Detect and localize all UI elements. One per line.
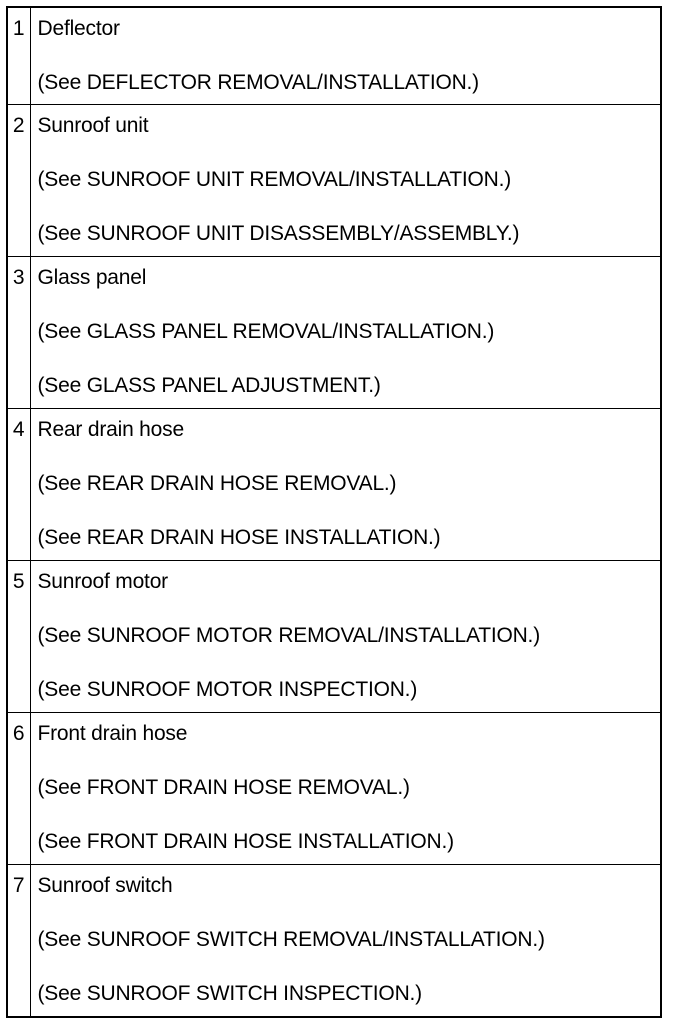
item-number: 7: [12, 873, 25, 897]
table-row: [8, 256, 660, 408]
table-row: [8, 408, 660, 560]
reference-link[interactable]: (See REAR DRAIN HOSE INSTALLATION.): [37, 525, 441, 549]
item-number-cell: [8, 560, 30, 712]
item-content-cell: [30, 256, 660, 408]
part-name: Sunroof motor: [37, 569, 168, 593]
item-content-cell: [30, 560, 660, 712]
item-content-cell: [30, 864, 660, 1016]
reference-link[interactable]: (See SUNROOF UNIT DISASSEMBLY/ASSEMBLY.): [37, 221, 520, 245]
item-number: 6: [12, 721, 25, 745]
reference-link[interactable]: (See SUNROOF UNIT REMOVAL/INSTALLATION.): [37, 167, 512, 191]
reference-link[interactable]: (See GLASS PANEL REMOVAL/INSTALLATION.): [37, 319, 495, 343]
table-row: [8, 864, 660, 1016]
reference-link[interactable]: (See SUNROOF MOTOR REMOVAL/INSTALLATION.): [37, 623, 540, 647]
item-content-cell: [30, 8, 660, 104]
part-name: Deflector: [37, 17, 120, 40]
table-row: [8, 104, 660, 256]
reference-link[interactable]: (See FRONT DRAIN HOSE INSTALLATION.): [37, 829, 454, 853]
reference-link[interactable]: (See REAR DRAIN HOSE REMOVAL.): [37, 471, 397, 495]
item-number-cell: [8, 408, 30, 560]
item-number-cell: [8, 8, 30, 104]
item-number: 3: [12, 265, 25, 289]
parts-reference-sheet: [6, 6, 662, 1018]
reference-link[interactable]: (See FRONT DRAIN HOSE REMOVAL.): [37, 775, 410, 799]
item-number-cell: [8, 256, 30, 408]
reference-link[interactable]: (See SUNROOF SWITCH INSPECTION.): [37, 981, 422, 1005]
item-content-cell: [30, 104, 660, 256]
reference-link[interactable]: (See DEFLECTOR REMOVAL/INSTALLATION.): [37, 71, 479, 94]
item-number-cell: [8, 712, 30, 864]
part-name: Glass panel: [37, 265, 147, 289]
table-row: [8, 560, 660, 712]
parts-table: [8, 8, 660, 1016]
item-number: 4: [12, 417, 25, 441]
reference-link[interactable]: (See SUNROOF MOTOR INSPECTION.): [37, 677, 418, 701]
reference-link[interactable]: (See GLASS PANEL ADJUSTMENT.): [37, 373, 381, 397]
item-number-cell: [8, 864, 30, 1016]
item-number-cell: [8, 104, 30, 256]
item-number: 1: [12, 17, 25, 40]
item-number: 2: [12, 113, 25, 137]
part-name: Sunroof unit: [37, 113, 149, 137]
table-row: [8, 712, 660, 864]
part-name: Sunroof switch: [37, 873, 173, 897]
part-name: Front drain hose: [37, 721, 188, 745]
item-number: 5: [12, 569, 25, 593]
item-content-cell: [30, 408, 660, 560]
item-content-cell: [30, 712, 660, 864]
table-row: [8, 8, 660, 104]
reference-link[interactable]: (See SUNROOF SWITCH REMOVAL/INSTALLATION.): [37, 927, 545, 951]
part-name: Rear drain hose: [37, 417, 184, 441]
